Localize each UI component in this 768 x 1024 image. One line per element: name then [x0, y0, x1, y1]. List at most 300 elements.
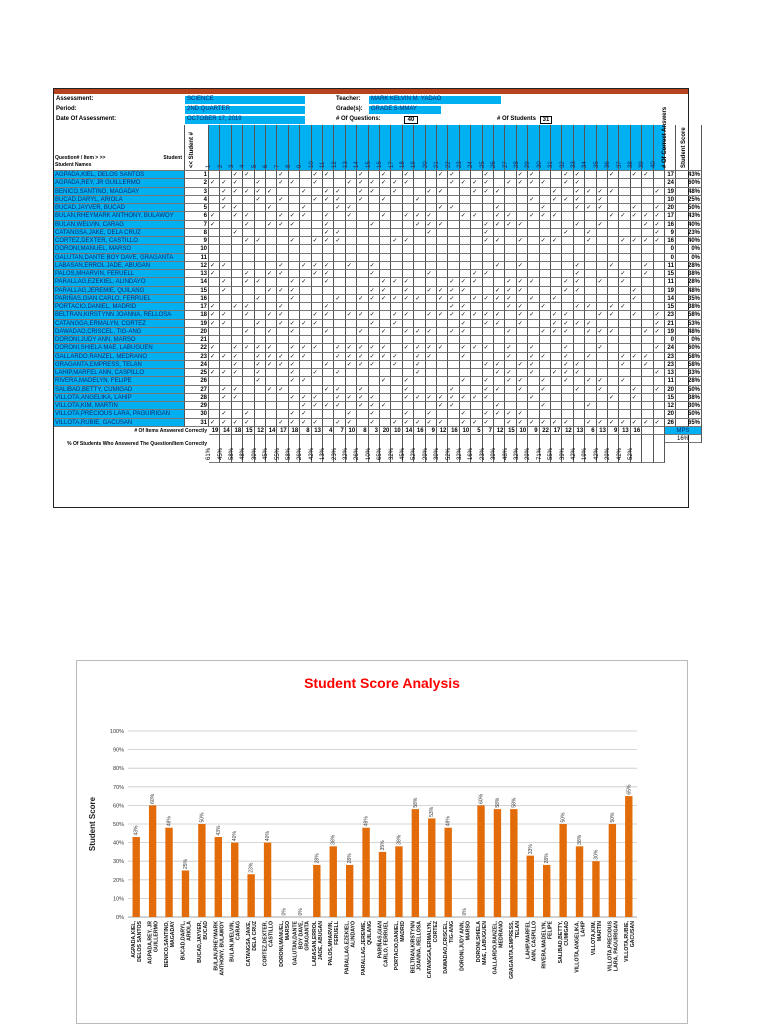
- answer-cell[interactable]: ✓: [460, 344, 471, 352]
- answer-cell[interactable]: [209, 188, 220, 196]
- answer-cell[interactable]: ✓: [642, 212, 653, 220]
- answer-cell[interactable]: [266, 419, 277, 427]
- answer-cell[interactable]: [517, 212, 528, 220]
- answer-cell[interactable]: [266, 196, 277, 204]
- answer-cell[interactable]: ✓: [414, 295, 425, 303]
- answer-cell[interactable]: [232, 320, 243, 328]
- answer-cell[interactable]: ✓: [597, 204, 608, 212]
- answer-cell[interactable]: [471, 287, 482, 295]
- student-name-cell[interactable]: GRAGANTA,EMPRESS, TELAN: [54, 361, 185, 369]
- answer-cell[interactable]: [597, 270, 608, 278]
- answer-cell[interactable]: ✓: [471, 212, 482, 220]
- answer-cell[interactable]: [334, 361, 345, 369]
- answer-cell[interactable]: ✓: [483, 419, 494, 427]
- answer-cell[interactable]: ✓: [654, 221, 665, 229]
- answer-cell[interactable]: [312, 377, 323, 385]
- answer-cell[interactable]: [597, 320, 608, 328]
- answer-cell[interactable]: [585, 254, 596, 262]
- answer-cell[interactable]: ✓: [426, 419, 437, 427]
- answer-cell[interactable]: ✓: [471, 419, 482, 427]
- answer-cell[interactable]: [289, 402, 300, 410]
- answer-cell[interactable]: [334, 254, 345, 262]
- answer-cell[interactable]: ✓: [437, 344, 448, 352]
- answer-cell[interactable]: [266, 295, 277, 303]
- answer-cell[interactable]: [232, 278, 243, 286]
- answer-cell[interactable]: ✓: [369, 402, 380, 410]
- answer-cell[interactable]: ✓: [574, 361, 585, 369]
- answer-cell[interactable]: [654, 278, 665, 286]
- answer-cell[interactable]: ✓: [517, 171, 528, 179]
- answer-cell[interactable]: [448, 229, 459, 237]
- answer-cell[interactable]: [437, 336, 448, 344]
- answer-cell[interactable]: ✓: [483, 320, 494, 328]
- answer-cell[interactable]: [448, 237, 459, 245]
- answer-cell[interactable]: ✓: [255, 369, 266, 377]
- answer-cell[interactable]: [266, 369, 277, 377]
- answer-cell[interactable]: ✓: [357, 328, 368, 336]
- answer-cell[interactable]: [619, 229, 630, 237]
- answer-cell[interactable]: [414, 188, 425, 196]
- student-name-cell[interactable]: PARIÑAS,GIAN CARLO, FERRUEL: [54, 295, 185, 303]
- answer-cell[interactable]: [517, 344, 528, 352]
- answer-cell[interactable]: ✓: [323, 402, 334, 410]
- answer-cell[interactable]: [631, 188, 642, 196]
- answer-cell[interactable]: [619, 344, 630, 352]
- answer-cell[interactable]: [369, 386, 380, 394]
- answer-cell[interactable]: ✓: [562, 369, 573, 377]
- answer-cell[interactable]: [551, 344, 562, 352]
- answer-cell[interactable]: ✓: [334, 394, 345, 402]
- answer-cell[interactable]: [642, 344, 653, 352]
- answer-cell[interactable]: [631, 402, 642, 410]
- answer-cell[interactable]: ✓: [334, 229, 345, 237]
- answer-cell[interactable]: [312, 295, 323, 303]
- answer-cell[interactable]: ✓: [289, 419, 300, 427]
- student-name-cell[interactable]: PORTACIO,DANIEL, MADRID: [54, 303, 185, 311]
- answer-cell[interactable]: ✓: [483, 221, 494, 229]
- answer-cell[interactable]: [654, 179, 665, 187]
- answer-cell[interactable]: [357, 245, 368, 253]
- answer-cell[interactable]: [437, 386, 448, 394]
- answer-cell[interactable]: ✓: [255, 353, 266, 361]
- answer-cell[interactable]: ✓: [631, 212, 642, 220]
- answer-cell[interactable]: ✓: [380, 171, 391, 179]
- answer-cell[interactable]: [505, 394, 516, 402]
- answer-cell[interactable]: [403, 254, 414, 262]
- answer-cell[interactable]: [277, 369, 288, 377]
- answer-cell[interactable]: ✓: [209, 419, 220, 427]
- answer-cell[interactable]: ✓: [585, 303, 596, 311]
- answer-cell[interactable]: ✓: [505, 287, 516, 295]
- answer-cell[interactable]: ✓: [357, 353, 368, 361]
- answer-cell[interactable]: ✓: [323, 237, 334, 245]
- answer-cell[interactable]: [494, 303, 505, 311]
- answer-cell[interactable]: [494, 328, 505, 336]
- answer-cell[interactable]: [540, 361, 551, 369]
- answer-cell[interactable]: [380, 386, 391, 394]
- answer-cell[interactable]: [574, 237, 585, 245]
- answer-cell[interactable]: [483, 196, 494, 204]
- answer-cell[interactable]: ✓: [597, 311, 608, 319]
- answer-cell[interactable]: [642, 303, 653, 311]
- answer-cell[interactable]: [562, 386, 573, 394]
- answer-cell[interactable]: [471, 171, 482, 179]
- answer-cell[interactable]: [300, 369, 311, 377]
- answer-cell[interactable]: [369, 196, 380, 204]
- answer-cell[interactable]: [346, 320, 357, 328]
- answer-cell[interactable]: [619, 204, 630, 212]
- answer-cell[interactable]: [642, 394, 653, 402]
- answer-cell[interactable]: ✓: [357, 295, 368, 303]
- answer-cell[interactable]: ✓: [505, 377, 516, 385]
- answer-cell[interactable]: ✓: [608, 188, 619, 196]
- answer-cell[interactable]: [619, 320, 630, 328]
- answer-cell[interactable]: ✓: [528, 295, 539, 303]
- answer-cell[interactable]: [540, 188, 551, 196]
- answer-cell[interactable]: ✓: [209, 179, 220, 187]
- answer-cell[interactable]: [232, 377, 243, 385]
- answer-cell[interactable]: ✓: [483, 311, 494, 319]
- answer-cell[interactable]: ✓: [494, 262, 505, 270]
- student-name-cell[interactable]: LAHIP,MARFEL ANN, CASPILLO: [54, 369, 185, 377]
- answer-cell[interactable]: [357, 270, 368, 278]
- answer-cell[interactable]: [255, 394, 266, 402]
- answer-cell[interactable]: [642, 311, 653, 319]
- answer-cell[interactable]: ✓: [232, 188, 243, 196]
- answer-cell[interactable]: ✓: [312, 270, 323, 278]
- answer-cell[interactable]: ✓: [642, 221, 653, 229]
- answer-cell[interactable]: [505, 196, 516, 204]
- answer-cell[interactable]: [243, 287, 254, 295]
- answer-cell[interactable]: [277, 410, 288, 418]
- answer-cell[interactable]: [220, 336, 231, 344]
- answer-cell[interactable]: ✓: [300, 188, 311, 196]
- answer-cell[interactable]: ✓: [505, 410, 516, 418]
- answer-cell[interactable]: [585, 361, 596, 369]
- answer-cell[interactable]: [642, 179, 653, 187]
- answer-cell[interactable]: [357, 237, 368, 245]
- answer-cell[interactable]: [562, 237, 573, 245]
- answer-cell[interactable]: [255, 303, 266, 311]
- answer-cell[interactable]: [585, 179, 596, 187]
- answer-cell[interactable]: ✓: [631, 311, 642, 319]
- answer-cell[interactable]: [608, 254, 619, 262]
- student-name-cell[interactable]: AGPADA,KIEL, DELOS SANTOS: [54, 171, 185, 179]
- answer-cell[interactable]: [391, 328, 402, 336]
- answer-cell[interactable]: [540, 410, 551, 418]
- answer-cell[interactable]: ✓: [540, 353, 551, 361]
- answer-cell[interactable]: ✓: [540, 419, 551, 427]
- answer-cell[interactable]: [619, 369, 630, 377]
- answer-cell[interactable]: ✓: [494, 295, 505, 303]
- answer-cell[interactable]: [209, 278, 220, 286]
- answer-cell[interactable]: [631, 221, 642, 229]
- answer-cell[interactable]: [654, 270, 665, 278]
- answer-cell[interactable]: [642, 295, 653, 303]
- answer-cell[interactable]: [642, 287, 653, 295]
- answer-cell[interactable]: [426, 402, 437, 410]
- answer-cell[interactable]: [505, 320, 516, 328]
- answer-cell[interactable]: ✓: [255, 278, 266, 286]
- answer-cell[interactable]: [369, 336, 380, 344]
- answer-cell[interactable]: ✓: [380, 295, 391, 303]
- answer-cell[interactable]: [346, 254, 357, 262]
- answer-cell[interactable]: ✓: [562, 353, 573, 361]
- answer-cell[interactable]: [574, 328, 585, 336]
- answer-cell[interactable]: ✓: [642, 353, 653, 361]
- answer-cell[interactable]: [585, 221, 596, 229]
- answer-cell[interactable]: [209, 171, 220, 179]
- answer-cell[interactable]: [540, 270, 551, 278]
- answer-cell[interactable]: [631, 270, 642, 278]
- answer-cell[interactable]: [494, 419, 505, 427]
- answer-cell[interactable]: ✓: [619, 278, 630, 286]
- answer-cell[interactable]: [437, 361, 448, 369]
- answer-cell[interactable]: ✓: [277, 171, 288, 179]
- answer-cell[interactable]: [289, 386, 300, 394]
- answer-cell[interactable]: [220, 229, 231, 237]
- answer-cell[interactable]: [346, 402, 357, 410]
- answer-cell[interactable]: [426, 295, 437, 303]
- answer-cell[interactable]: [243, 295, 254, 303]
- answer-cell[interactable]: ✓: [300, 204, 311, 212]
- answer-cell[interactable]: ✓: [517, 303, 528, 311]
- answer-cell[interactable]: ✓: [426, 328, 437, 336]
- answer-cell[interactable]: ✓: [403, 419, 414, 427]
- answer-cell[interactable]: [562, 212, 573, 220]
- answer-cell[interactable]: [312, 361, 323, 369]
- answer-cell[interactable]: [619, 394, 630, 402]
- answer-cell[interactable]: [277, 254, 288, 262]
- answer-cell[interactable]: [209, 377, 220, 385]
- answer-cell[interactable]: ✓: [357, 311, 368, 319]
- answer-cell[interactable]: [426, 361, 437, 369]
- answer-cell[interactable]: ✓: [608, 262, 619, 270]
- answer-cell[interactable]: [334, 171, 345, 179]
- answer-cell[interactable]: [300, 254, 311, 262]
- answer-cell[interactable]: [403, 262, 414, 270]
- answer-cell[interactable]: ✓: [369, 394, 380, 402]
- answer-cell[interactable]: ✓: [551, 212, 562, 220]
- answer-cell[interactable]: ✓: [494, 204, 505, 212]
- answer-cell[interactable]: [608, 278, 619, 286]
- answer-cell[interactable]: [300, 237, 311, 245]
- answer-cell[interactable]: [391, 377, 402, 385]
- answer-cell[interactable]: [505, 402, 516, 410]
- answer-cell[interactable]: ✓: [585, 328, 596, 336]
- answer-cell[interactable]: [597, 361, 608, 369]
- answer-cell[interactable]: [483, 245, 494, 253]
- answer-cell[interactable]: [619, 196, 630, 204]
- answer-cell[interactable]: [391, 402, 402, 410]
- answer-cell[interactable]: [551, 410, 562, 418]
- answer-cell[interactable]: [654, 353, 665, 361]
- answer-cell[interactable]: ✓: [448, 402, 459, 410]
- answer-cell[interactable]: ✓: [391, 278, 402, 286]
- answer-cell[interactable]: ✓: [220, 394, 231, 402]
- answer-cell[interactable]: ✓: [243, 410, 254, 418]
- answer-cell[interactable]: ✓: [505, 295, 516, 303]
- answer-cell[interactable]: ✓: [654, 188, 665, 196]
- answer-cell[interactable]: [380, 361, 391, 369]
- answer-cell[interactable]: ✓: [277, 179, 288, 187]
- num-questions-value[interactable]: 40: [404, 116, 418, 124]
- answer-cell[interactable]: ✓: [619, 237, 630, 245]
- answer-cell[interactable]: ✓: [289, 221, 300, 229]
- answer-cell[interactable]: [414, 270, 425, 278]
- answer-cell[interactable]: ✓: [483, 171, 494, 179]
- answer-cell[interactable]: [266, 278, 277, 286]
- answer-cell[interactable]: ✓: [369, 295, 380, 303]
- answer-cell[interactable]: [266, 303, 277, 311]
- answer-cell[interactable]: ✓: [266, 204, 277, 212]
- answer-cell[interactable]: ✓: [494, 386, 505, 394]
- answer-cell[interactable]: [574, 419, 585, 427]
- student-name-cell[interactable]: BULAN,WELVIN, CARAG: [54, 221, 185, 229]
- answer-cell[interactable]: ✓: [312, 419, 323, 427]
- answer-cell[interactable]: [209, 287, 220, 295]
- answer-cell[interactable]: [528, 245, 539, 253]
- answer-cell[interactable]: ✓: [505, 369, 516, 377]
- answer-cell[interactable]: ✓: [369, 221, 380, 229]
- answer-cell[interactable]: [255, 254, 266, 262]
- answer-cell[interactable]: [619, 336, 630, 344]
- answer-cell[interactable]: [243, 245, 254, 253]
- answer-cell[interactable]: [369, 229, 380, 237]
- answer-cell[interactable]: [289, 303, 300, 311]
- answer-cell[interactable]: [414, 245, 425, 253]
- answer-cell[interactable]: ✓: [460, 419, 471, 427]
- answer-cell[interactable]: [312, 229, 323, 237]
- answer-cell[interactable]: [608, 386, 619, 394]
- answer-cell[interactable]: ✓: [517, 419, 528, 427]
- answer-cell[interactable]: ✓: [300, 320, 311, 328]
- answer-cell[interactable]: [312, 336, 323, 344]
- answer-cell[interactable]: ✓: [243, 344, 254, 352]
- answer-cell[interactable]: [608, 369, 619, 377]
- answer-cell[interactable]: [232, 237, 243, 245]
- answer-cell[interactable]: [437, 212, 448, 220]
- answer-cell[interactable]: [209, 204, 220, 212]
- answer-cell[interactable]: ✓: [654, 237, 665, 245]
- answer-cell[interactable]: [266, 171, 277, 179]
- answer-cell[interactable]: ✓: [517, 377, 528, 385]
- answer-cell[interactable]: [494, 254, 505, 262]
- answer-cell[interactable]: [391, 262, 402, 270]
- answer-cell[interactable]: [437, 353, 448, 361]
- answer-cell[interactable]: [277, 394, 288, 402]
- answer-cell[interactable]: [654, 295, 665, 303]
- answer-cell[interactable]: ✓: [528, 311, 539, 319]
- answer-cell[interactable]: [312, 188, 323, 196]
- answer-cell[interactable]: [369, 245, 380, 253]
- answer-cell[interactable]: [255, 262, 266, 270]
- answer-cell[interactable]: ✓: [654, 328, 665, 336]
- answer-cell[interactable]: ✓: [448, 328, 459, 336]
- answer-cell[interactable]: [505, 311, 516, 319]
- answer-cell[interactable]: [517, 402, 528, 410]
- answer-cell[interactable]: [266, 245, 277, 253]
- answer-cell[interactable]: ✓: [494, 221, 505, 229]
- answer-cell[interactable]: ✓: [357, 179, 368, 187]
- answer-cell[interactable]: [494, 336, 505, 344]
- answer-cell[interactable]: [517, 336, 528, 344]
- answer-cell[interactable]: [437, 237, 448, 245]
- answer-cell[interactable]: [528, 328, 539, 336]
- answer-cell[interactable]: [608, 245, 619, 253]
- answer-cell[interactable]: [562, 303, 573, 311]
- answer-cell[interactable]: [585, 311, 596, 319]
- answer-cell[interactable]: [357, 229, 368, 237]
- answer-cell[interactable]: [323, 287, 334, 295]
- answer-cell[interactable]: ✓: [277, 386, 288, 394]
- answer-cell[interactable]: [517, 369, 528, 377]
- answer-cell[interactable]: [426, 336, 437, 344]
- answer-cell[interactable]: [391, 270, 402, 278]
- answer-cell[interactable]: [574, 336, 585, 344]
- student-name-cell[interactable]: CATANGGA,ERMALYN, CORTEZ: [54, 320, 185, 328]
- answer-cell[interactable]: [642, 320, 653, 328]
- answer-cell[interactable]: [494, 377, 505, 385]
- answer-cell[interactable]: [380, 237, 391, 245]
- answer-cell[interactable]: [414, 410, 425, 418]
- answer-cell[interactable]: [414, 171, 425, 179]
- answer-cell[interactable]: [255, 245, 266, 253]
- answer-cell[interactable]: [323, 394, 334, 402]
- answer-cell[interactable]: [619, 311, 630, 319]
- answer-cell[interactable]: [540, 196, 551, 204]
- answer-cell[interactable]: ✓: [334, 369, 345, 377]
- answer-cell[interactable]: [334, 336, 345, 344]
- answer-cell[interactable]: [597, 262, 608, 270]
- answer-cell[interactable]: [483, 303, 494, 311]
- answer-cell[interactable]: [426, 237, 437, 245]
- answer-cell[interactable]: [232, 254, 243, 262]
- student-name-cell[interactable]: VILLOTA,RUBIE, GACUSAN: [54, 419, 185, 427]
- answer-cell[interactable]: [597, 179, 608, 187]
- answer-cell[interactable]: ✓: [232, 361, 243, 369]
- answer-cell[interactable]: [540, 221, 551, 229]
- answer-cell[interactable]: ✓: [300, 262, 311, 270]
- answer-cell[interactable]: ✓: [562, 419, 573, 427]
- answer-cell[interactable]: [255, 171, 266, 179]
- student-name-cell[interactable]: VILLOTA,ANGELIKA, LAHIP: [54, 394, 185, 402]
- answer-cell[interactable]: [403, 204, 414, 212]
- answer-cell[interactable]: [585, 295, 596, 303]
- answer-cell[interactable]: ✓: [300, 410, 311, 418]
- student-name-cell[interactable]: BULAN,RHEYMARK ANTHONY, BULAWOY: [54, 212, 185, 220]
- answer-cell[interactable]: [505, 262, 516, 270]
- answer-cell[interactable]: ✓: [391, 179, 402, 187]
- answer-cell[interactable]: [585, 171, 596, 179]
- answer-cell[interactable]: ✓: [323, 328, 334, 336]
- answer-cell[interactable]: [597, 303, 608, 311]
- answer-cell[interactable]: [494, 353, 505, 361]
- answer-cell[interactable]: [289, 311, 300, 319]
- answer-cell[interactable]: [448, 353, 459, 361]
- answer-cell[interactable]: ✓: [597, 328, 608, 336]
- answer-cell[interactable]: ✓: [346, 344, 357, 352]
- answer-cell[interactable]: [619, 262, 630, 270]
- answer-cell[interactable]: [312, 287, 323, 295]
- answer-cell[interactable]: [551, 278, 562, 286]
- answer-cell[interactable]: ✓: [277, 270, 288, 278]
- answer-cell[interactable]: [654, 394, 665, 402]
- answer-cell[interactable]: [403, 402, 414, 410]
- answer-cell[interactable]: [403, 369, 414, 377]
- answer-cell[interactable]: [312, 386, 323, 394]
- answer-cell[interactable]: [562, 254, 573, 262]
